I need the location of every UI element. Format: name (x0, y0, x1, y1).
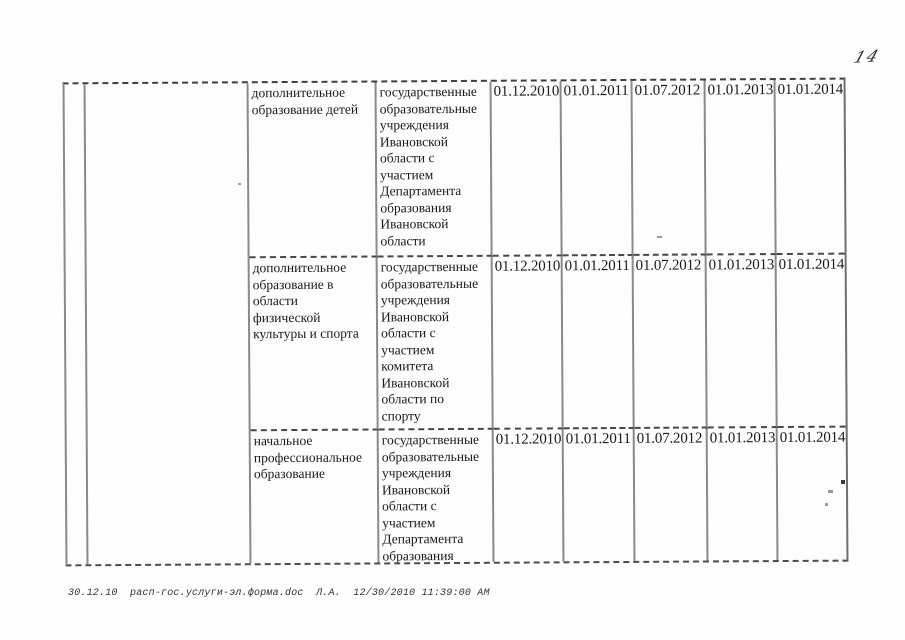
date-cell: 01.01.2014 (776, 80, 845, 255)
service-cell: начальное профессиональное образование (251, 430, 380, 563)
scan-speck (825, 503, 828, 506)
date-cell: 01.01.2011 (563, 256, 635, 429)
service-cell: дополнительное образование в области физической культуры и спорта (250, 257, 379, 431)
date-cell: 01.01.2011 (562, 81, 634, 256)
date-cell: 01.07.2012 (634, 255, 708, 428)
date-cell: 01.01.2013 (707, 255, 778, 428)
date-cell: 01.12.2010 (494, 429, 565, 561)
empty-column-narrow (65, 84, 89, 564)
footer-note: 30.12.10 расп-гос.услуги-эл.форма.doc Л.А. 12/30/2010 11:39:00 AM (68, 588, 490, 599)
scan-speck (828, 490, 833, 493)
scan-speck (238, 183, 241, 185)
scan-speck (657, 236, 662, 238)
date-cell: 01.07.2012 (635, 428, 709, 560)
scan-speck (841, 480, 845, 484)
empty-column-wide (86, 83, 252, 564)
date-cell: 01.01.2011 (564, 429, 636, 561)
date-cell: 01.01.2013 (708, 428, 779, 560)
date-cell: 01.07.2012 (633, 80, 707, 255)
provider-cell: государственные образовательные учреждения Ивановской области с участием комитета Ивановской области по спорту (378, 257, 494, 431)
provider-cell: государственные образовательные учреждения Ивановской области с участием Департамента образования Ивановской области (377, 82, 493, 258)
date-cell: 01.12.2010 (492, 81, 563, 256)
services-schedule-table (63, 78, 849, 567)
date-cell: 01.12.2010 (493, 256, 564, 429)
provider-cell: государственные образовательные учреждения Ивановской области с участием Департамента образования (379, 430, 495, 563)
date-cell: 01.01.2013 (706, 80, 777, 255)
date-cell: 01.01.2014 (779, 429, 846, 447)
service-cell: дополнительное образование детей (249, 82, 378, 258)
page-number: 14 (851, 46, 883, 67)
date-cell: 01.01.2014 (777, 255, 846, 428)
